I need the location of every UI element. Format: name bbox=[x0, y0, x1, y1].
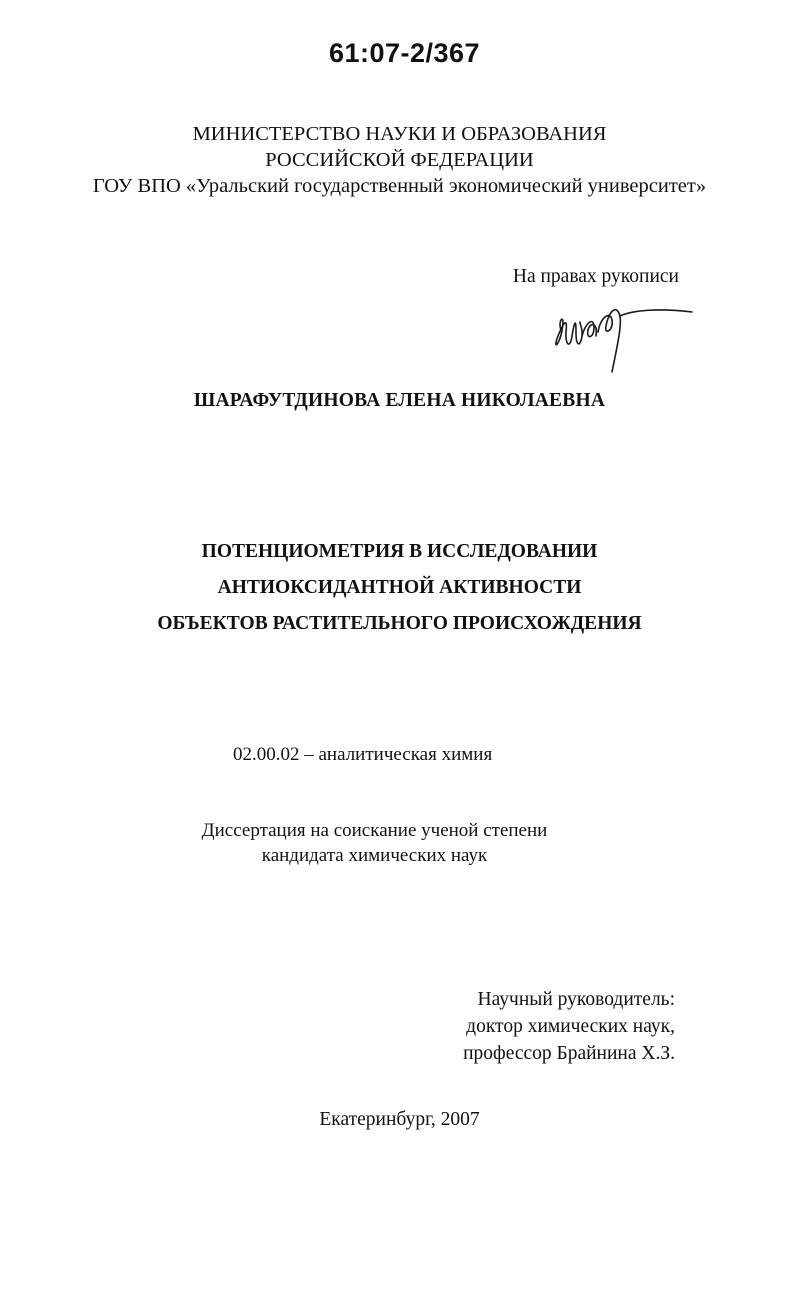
dissertation-title bbox=[0, 534, 799, 642]
degree-line-2: кандидата химических наук bbox=[261, 845, 488, 866]
organization-header bbox=[0, 121, 799, 199]
degree-statement bbox=[0, 818, 799, 868]
supervisor-line-3: профессор Брайнина Х.З. bbox=[463, 1043, 675, 1064]
organization-line-university: ГОУ ВПО «Уральский государственный экономический университет» bbox=[92, 175, 707, 197]
title-line-2: АНТИОКСИДАНТНОЙ АКТИВНОСТИ bbox=[217, 577, 582, 598]
title-line-1: ПОТЕНЦИОМЕТРИЯ В ИССЛЕДОВАНИИ bbox=[201, 541, 598, 562]
signature-image bbox=[540, 292, 700, 376]
specialty-code: 02.00.02 – аналитическая химия bbox=[233, 744, 493, 765]
supervisor-line-1: Научный руководитель: bbox=[477, 989, 675, 1010]
supervisor-info bbox=[463, 986, 675, 1067]
manuscript-note: На правах рукописи bbox=[512, 266, 679, 287]
author-name: ШАРАФУТДИНОВА ЕЛЕНА НИКОЛАЕВНА bbox=[193, 390, 606, 411]
city-year: Екатеринбург, 2007 bbox=[319, 1109, 480, 1130]
organization-line-ministry: МИНИСТЕРСТВО НАУКИ И ОБРАЗОВАНИЯ bbox=[192, 123, 607, 145]
supervisor-line-2: доктор химических наук, bbox=[466, 1016, 675, 1037]
archive-number: 61:07-2/367 bbox=[328, 38, 481, 68]
degree-line-1: Диссертация на соискание ученой степени bbox=[201, 820, 548, 841]
organization-line-federation: РОССИЙСКОЙ ФЕДЕРАЦИИ bbox=[265, 149, 534, 171]
title-line-3: ОБЪЕКТОВ РАСТИТЕЛЬНОГО ПРОИСХОЖДЕНИЯ bbox=[157, 613, 642, 634]
